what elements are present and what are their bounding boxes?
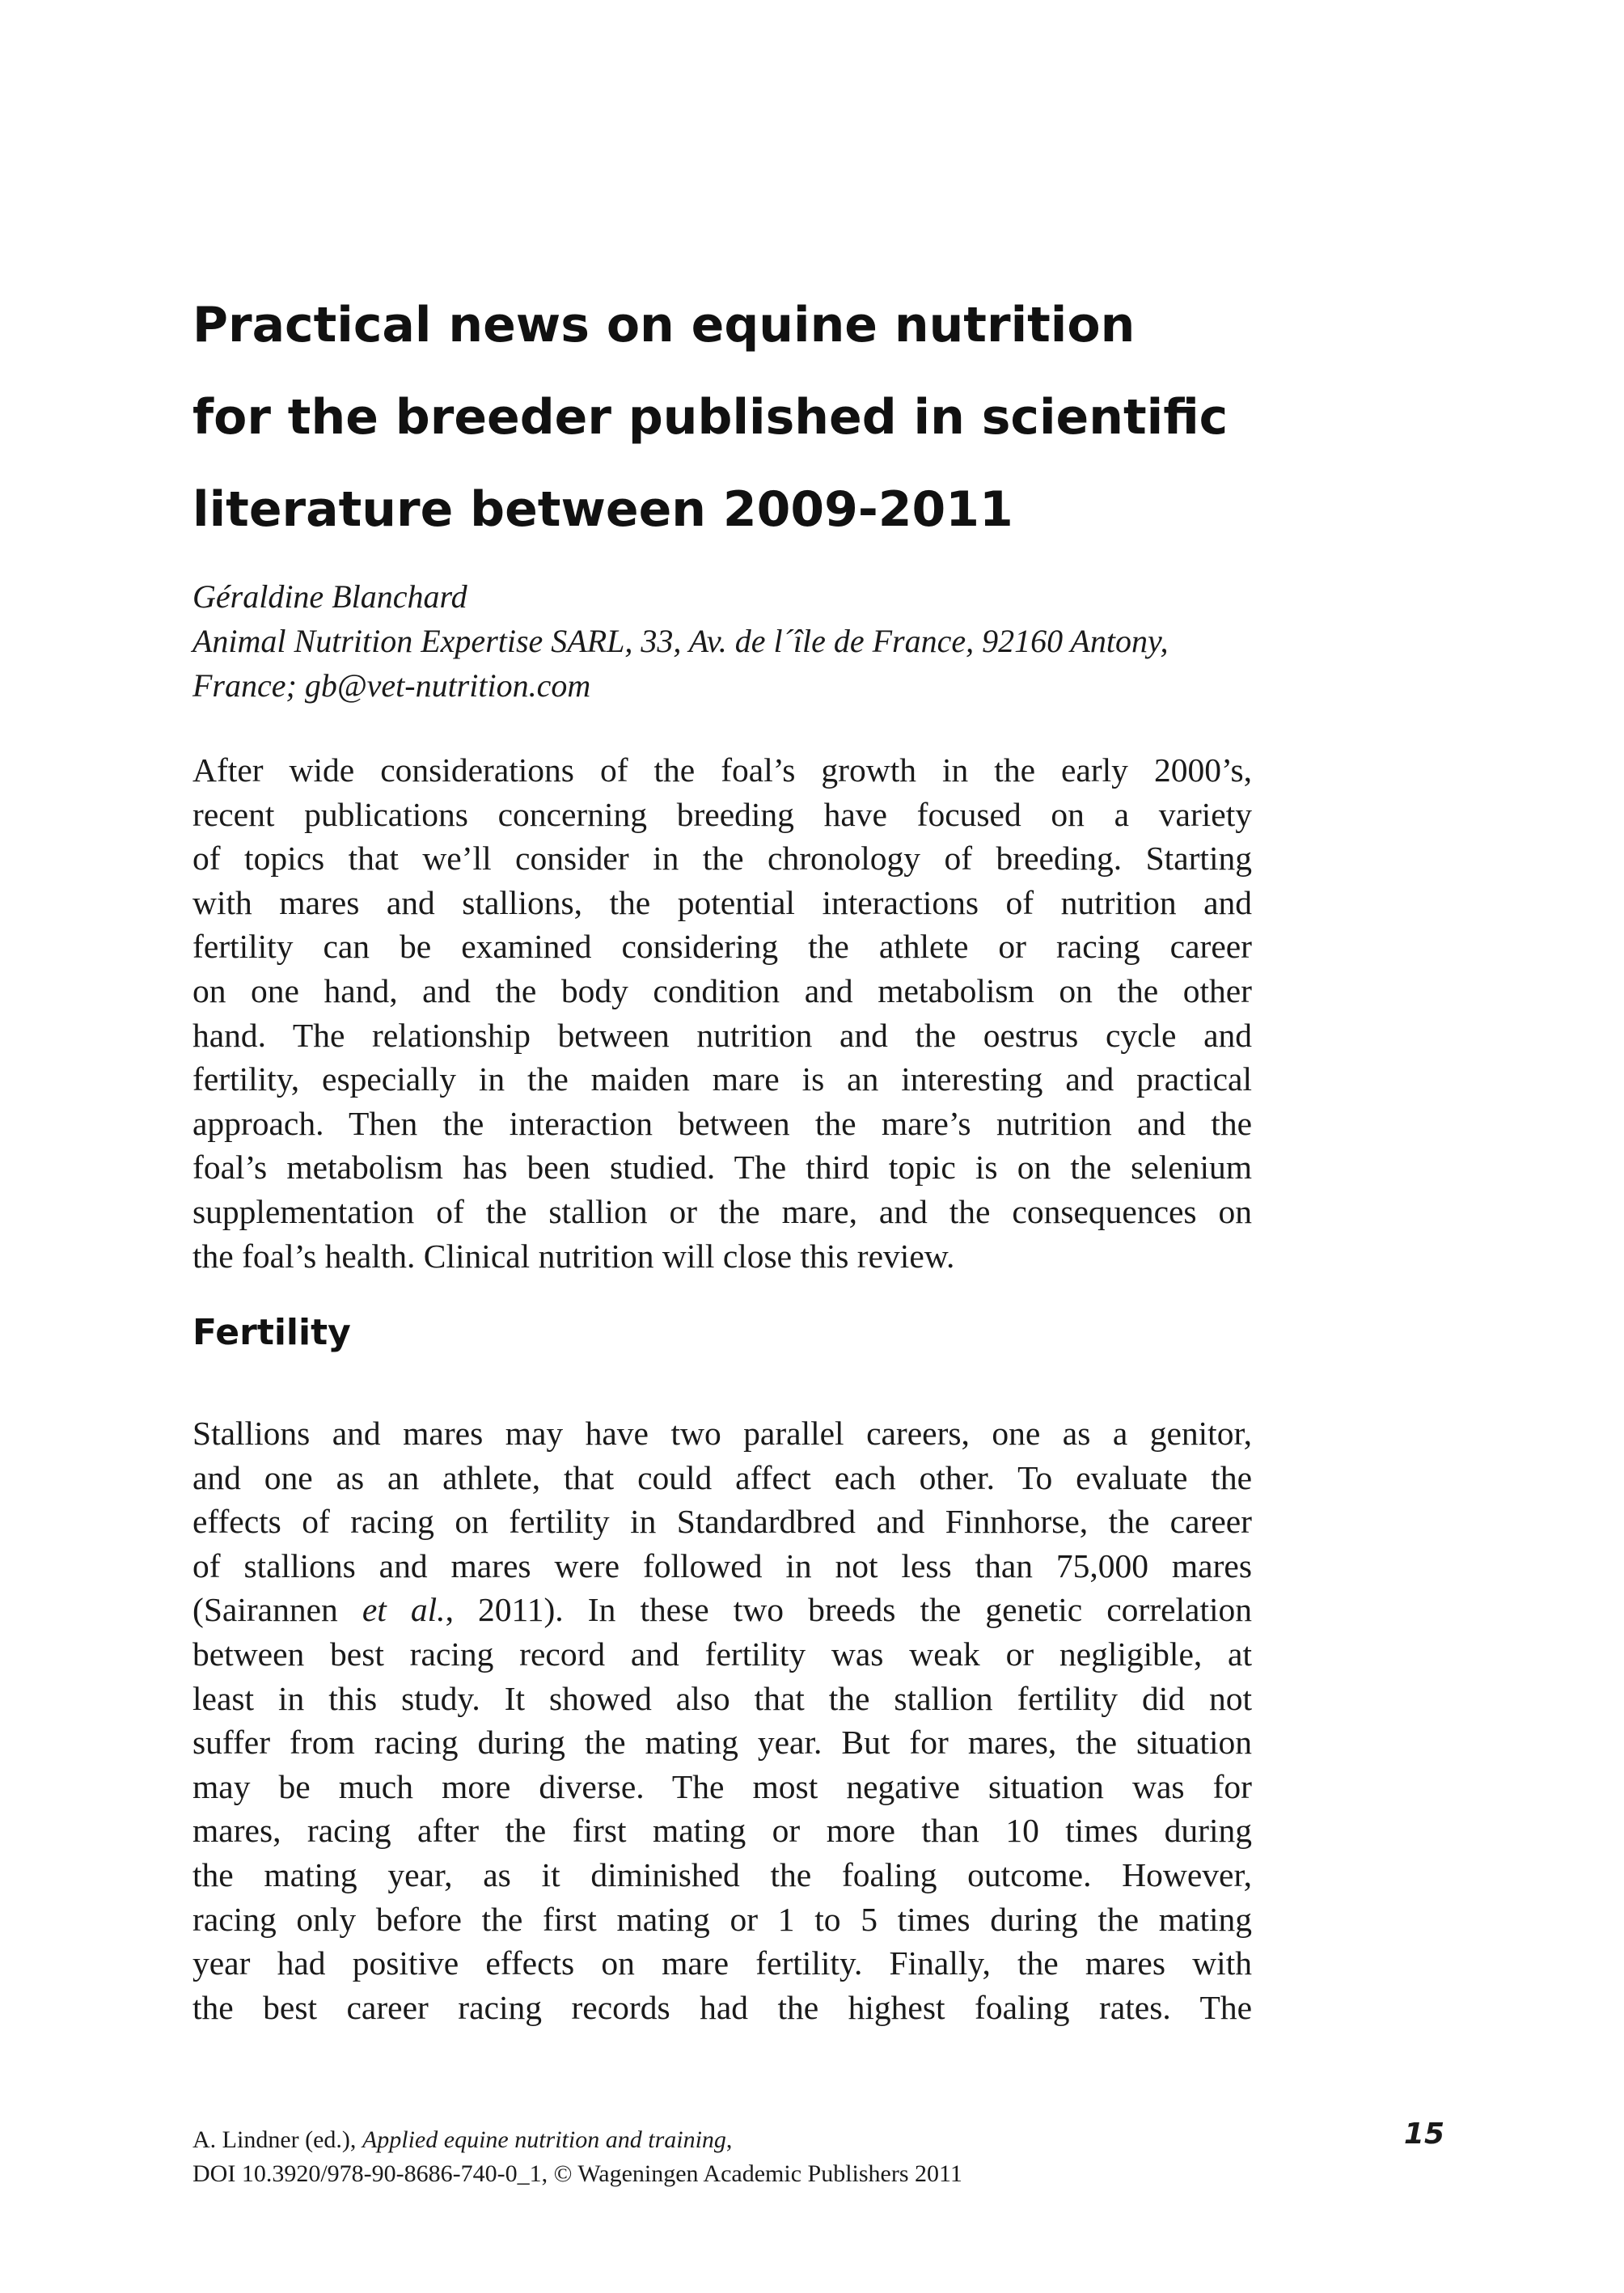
text-line: racing only before the first mating or 1 to 5 times during the mating: [192, 1900, 1252, 1938]
text-line: approach. Then the interaction between the mare’s nutrition and the: [192, 1104, 1252, 1142]
citation-author: (Sairannen: [192, 1591, 362, 1629]
text-line: hand. The relationship between nutrition and the oestrus cycle and: [192, 1016, 1252, 1054]
footer-book-title: Applied equine nutrition and training: [362, 2126, 726, 2153]
footer-comma: ,: [725, 2126, 733, 2153]
text-line: fertility can be examined considering the athlete or racing career: [192, 928, 1252, 966]
footer-doi: DOI 10.3920/978-90-8686-740-0_1, © Wageningen Academic Publishers 2011: [192, 2160, 962, 2187]
author-affiliation: Animal Nutrition Expertise SARL, 33, Av. de l´île de France, 92160 Antony,: [192, 623, 1169, 659]
text-line: of stallions and mares were followed in not less than 75,000 mares: [192, 1546, 1252, 1584]
section-heading: Fertility: [192, 1312, 351, 1353]
page-number: 15: [1403, 2117, 1444, 2151]
text-line: the foal’s health. Clinical nutrition will close this review.: [192, 1237, 955, 1275]
citation-etal: et al.: [362, 1591, 446, 1629]
text-line: effects of racing on fertility in Standardbred and Finnhorse, the career: [192, 1503, 1252, 1541]
title-line: Practical news on equine nutrition: [192, 297, 1136, 353]
text-line: mares, racing after the first mating or more than 10 times during: [192, 1812, 1252, 1850]
text-line: recent publications concerning breeding have focused on a variety: [192, 795, 1252, 833]
author-affiliation-contact: France; gb@vet-nutrition.com: [192, 667, 591, 704]
title-line: for the breeder published in scientific: [192, 389, 1229, 446]
author-name: Géraldine Blanchard: [192, 578, 467, 615]
text-line: on one hand, and the body condition and metabolism on the other: [192, 971, 1252, 1009]
text-line: and one as an athlete, that could affect each other. To evaluate the: [192, 1458, 1252, 1496]
text-line: year had positive effects on mare fertility. Finally, the mares with: [192, 1944, 1252, 1982]
text-line: the best career racing records had the highest foaling rates. The: [192, 1988, 1252, 2026]
text-line: of topics that we’ll consider in the chronology of breeding. Starting: [192, 840, 1252, 878]
text-line: may be much more diverse. The most negative situation was for: [192, 1767, 1252, 1805]
page-footer: [192, 2123, 1454, 2191]
text-line: fertility, especially in the maiden mare is an interesting and practical: [192, 1060, 1252, 1098]
text-line: least in this study. It showed also that the stallion fertility did not: [192, 1679, 1252, 1717]
text-line: After wide considerations of the foal’s growth in the early 2000’s,: [192, 751, 1252, 789]
abstract-paragraph: [192, 748, 1252, 1278]
text-line: the mating year, as it diminished the foaling outcome. However,: [192, 1855, 1252, 1893]
body-paragraph: [192, 1411, 1252, 2029]
text-line: supplementation of the stallion or the mare, and the consequences on: [192, 1192, 1252, 1230]
title-line: literature between 2009-2011: [192, 481, 1013, 538]
text-line: with mares and stallions, the potential interactions of nutrition and: [192, 883, 1252, 921]
text-line: between best racing record and fertility was weak or negligible, at: [192, 1635, 1252, 1673]
footer-citation: [192, 2123, 1454, 2157]
author-block: [192, 574, 1325, 708]
text-line: [192, 1588, 1252, 1632]
page-title: [192, 279, 1365, 556]
text-line: foal’s metabolism has been studied. The third topic is on the selenium: [192, 1149, 1252, 1187]
text-line: Stallions and mares may have two parallel careers, one as a genitor,: [192, 1415, 1252, 1452]
footer-editor: A. Lindner (ed.),: [192, 2126, 362, 2153]
text-line: suffer from racing during the mating year. But for mares, the situation: [192, 1724, 1252, 1762]
citation-rest: , 2011). In these two breeds the genetic correlation: [445, 1591, 1252, 1629]
